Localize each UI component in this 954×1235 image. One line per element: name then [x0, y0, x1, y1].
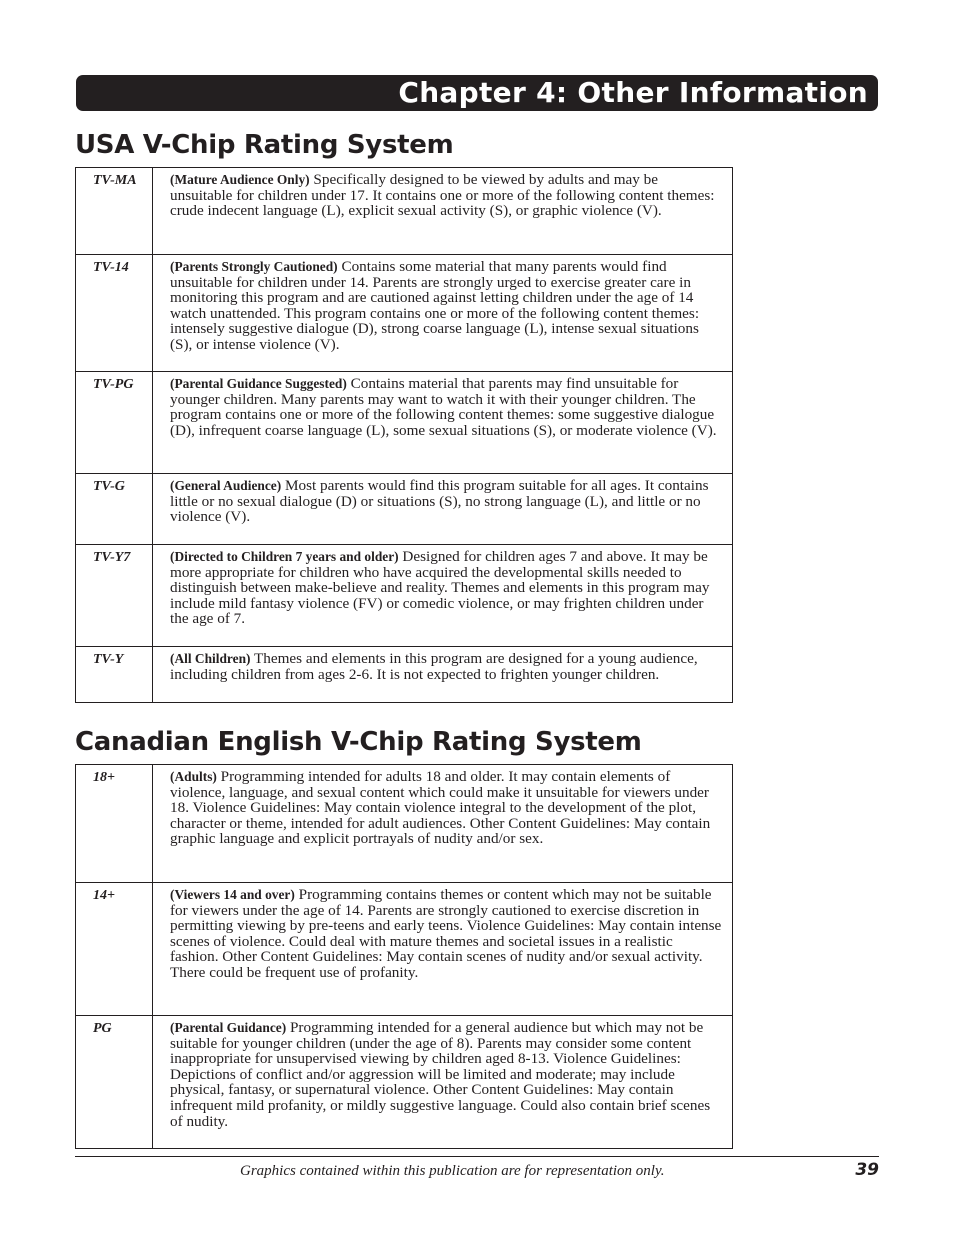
table-row [76, 647, 733, 703]
rating-lead: (Directed to Children 7 years and older) [170, 549, 399, 564]
rating-code: PG [76, 1016, 153, 1149]
rating-text: Most parents would find this program suitable for all ages. It contains little or no sexual dialogue (D) or situations (S), no strong language (L), and little or no violence (V). [170, 477, 709, 526]
rating-text: Programming contains themes or content which may not be suitable for viewers under the age of 14. Parents are strongly cautioned to exercise discretion in permitting viewing by pre-teens and early teens. Violence Guidelines: May contain intense scenes of violence. Could deal with mature themes and societal issues in a realistic fashion. Other Content Guidelines: May contain scenes of nudity and/or sexual activity. There could be frequent use of profanity. [170, 886, 722, 981]
rating-lead: (All Children) [170, 651, 251, 666]
table-row [76, 474, 733, 545]
rating-lead: (Viewers 14 and over) [170, 887, 295, 902]
rating-text: Contains material that parents may find unsuitable for younger children. Many parents may want to watch it with their younger children. The program contains one or more of the following content themes: some suggestive dialogue (D), infrequent coarse language (L), some sexual situations (S), or moderate violence (V). [170, 375, 717, 439]
rating-text: Contains some material that many parents would find unsuitable for children under 14. Parents are strongly urged to exercise greater care in monitoring this program and are cautioned against letting children under the age of 14 watch unattended. This program contains one or more of the following content themes: intensely suggestive dialogue (D), strong coarse language (L), intense sexual situations (S), or intense violence (V). [170, 258, 700, 353]
rating-description [153, 372, 733, 474]
rating-lead: (Parental Guidance Suggested) [170, 376, 347, 391]
rating-code: 14+ [76, 883, 153, 1016]
footer-note: Graphics contained within this publication are for representation only. [240, 1163, 665, 1179]
rating-code: TV-Y [76, 647, 153, 703]
rating-description [153, 883, 733, 1016]
rating-lead: (Mature Audience Only) [170, 172, 310, 187]
rating-description [153, 474, 733, 545]
rating-lead: (Parents Strongly Cautioned) [170, 259, 338, 274]
rating-code: 18+ [76, 765, 153, 883]
rating-code: TV-MA [76, 168, 153, 255]
footer-divider [75, 1156, 879, 1157]
rating-description [153, 168, 733, 255]
rating-code: TV-PG [76, 372, 153, 474]
chapter-title: Chapter 4: Other Information [398, 76, 868, 109]
rating-text: Programming intended for a general audience but which may not be suitable for younger children (under the age of 8). Parents may consider some content inappropriate for unsupervised viewing by children aged 8-13. Violence Guidelines: Depictions of conflict and/or aggression will be limited and moderate; may include physical, fantasy, or supernatural violence. Other Content Guidelines: May contain infrequent mild profanity, or mildly suggestive language. Could also contain brief scenes of nudity. [170, 1019, 711, 1130]
rating-lead: (General Audience) [170, 478, 282, 493]
rating-description [153, 1016, 733, 1149]
canada-section-title: Canadian English V-Chip Rating System [75, 727, 642, 757]
table-row [76, 168, 733, 255]
rating-text: Themes and elements in this program are designed for a young audience, including children from ages 2-6. It is not expected to frighten younger children. [170, 650, 698, 683]
rating-code: TV-G [76, 474, 153, 545]
rating-code: TV-Y7 [76, 545, 153, 647]
canada-rating-table [75, 764, 733, 1149]
rating-lead: (Adults) [170, 769, 217, 784]
table-row [76, 1016, 733, 1149]
rating-text: Specifically designed to be viewed by adults and may be unsuitable for children under 17. It contains one or more of the following content themes: crude indecent language (L), explicit sexual activity (S), or graphic violence (V). [170, 171, 715, 220]
usa-rating-table [75, 167, 733, 703]
chapter-header-bar [76, 75, 878, 111]
table-row [76, 883, 733, 1016]
rating-text: Programming intended for adults 18 and older. It may contain elements of violence, language, and sexual content which could make it unsuitable for viewers under 18. Violence Guidelines: May contain violence integral to the development of the plot, character or theme, intended for adult audiences. Other Content Guidelines: May contain graphic language and explicit portrayals of nudity and/or sex. [170, 768, 711, 848]
usa-section-title: USA V-Chip Rating System [75, 130, 454, 160]
table-row [76, 765, 733, 883]
rating-description [153, 545, 733, 647]
table-row [76, 372, 733, 474]
rating-description [153, 765, 733, 883]
rating-code: TV-14 [76, 255, 153, 372]
rating-lead: (Parental Guidance) [170, 1020, 287, 1035]
rating-text: Designed for children ages 7 and above. It may be more appropriate for children who have acquired the developmental skills needed to distinguish between make-believe and reality. Themes and elements in this program may include mild fantasy violence (FV) or comedic violence, or may frighten children under the age of 7. [170, 548, 710, 628]
rating-description [153, 647, 733, 703]
table-row [76, 545, 733, 647]
rating-description [153, 255, 733, 372]
table-row [76, 255, 733, 372]
page-number: 39 [855, 1160, 879, 1180]
